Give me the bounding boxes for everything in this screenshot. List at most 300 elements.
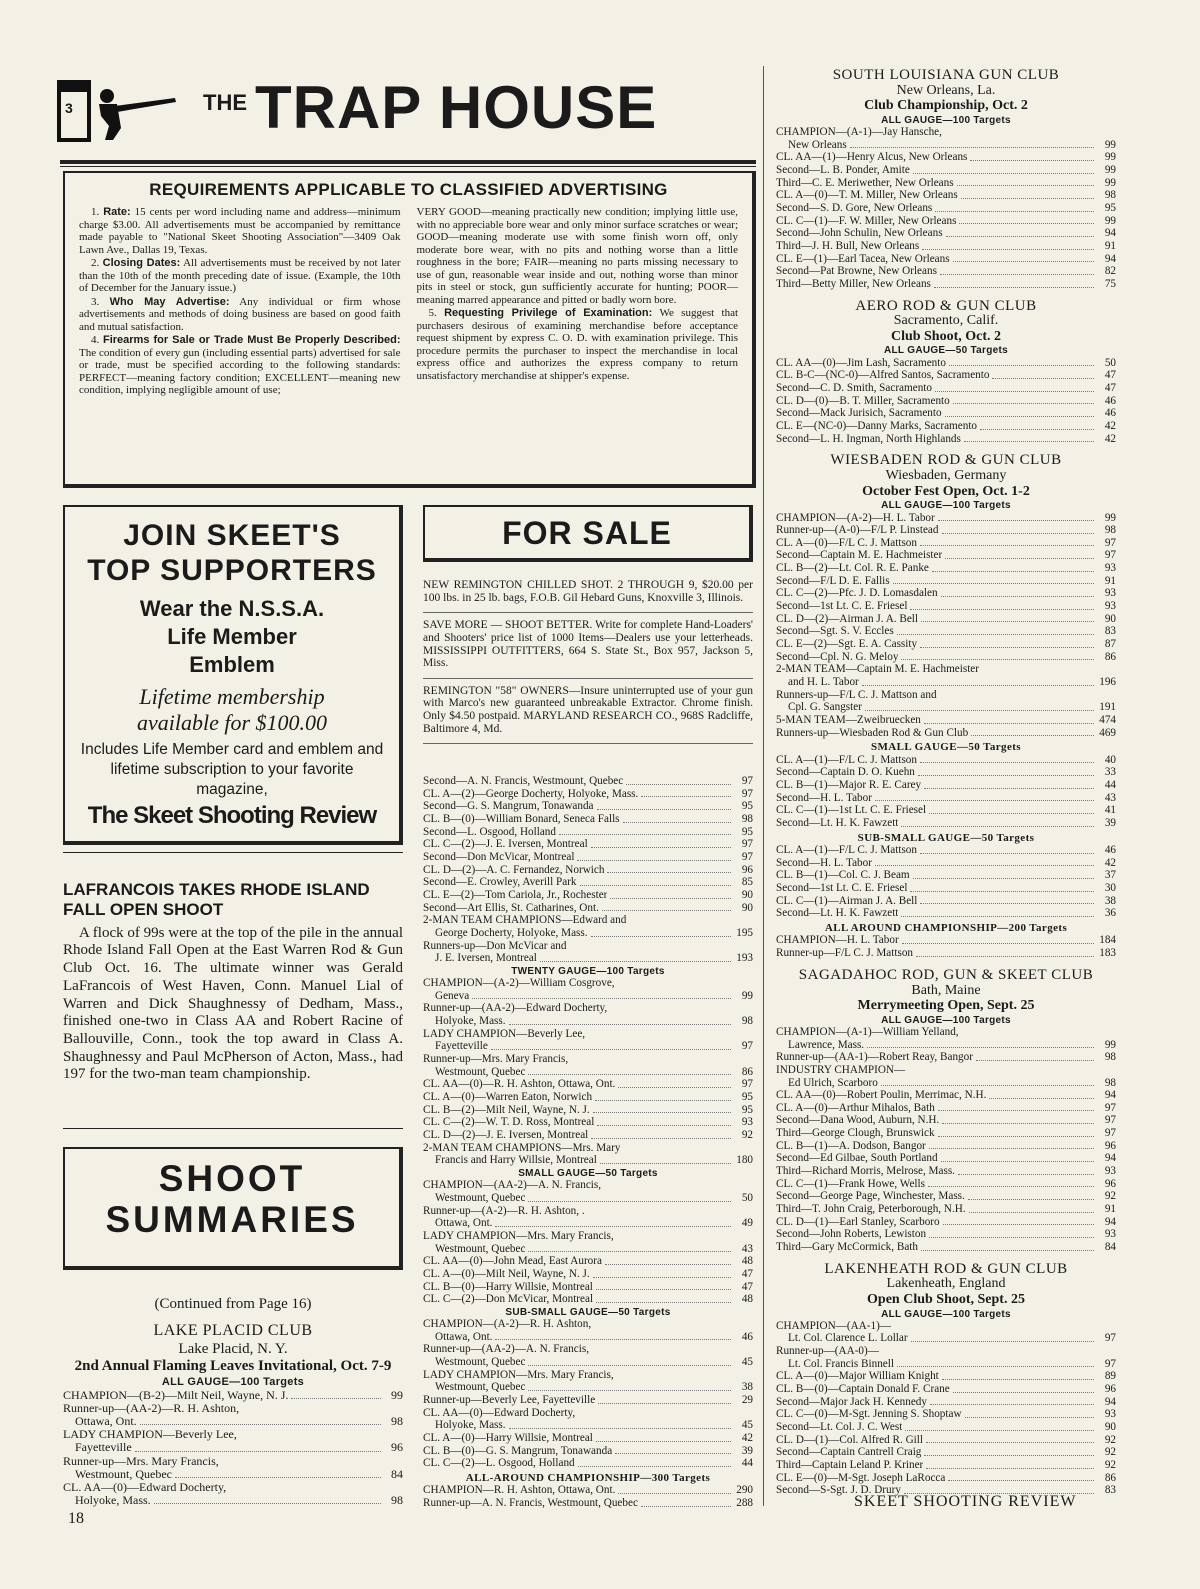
result-score: 33 xyxy=(1104,766,1116,779)
leader-dots xyxy=(610,898,731,899)
leader-dots xyxy=(971,735,1094,736)
result-row xyxy=(63,1428,403,1441)
result-score: 469 xyxy=(1099,726,1116,739)
result-row xyxy=(776,1383,1116,1396)
result-name: Second—S-Sgt. J. D. Drury xyxy=(776,1484,901,1497)
trap-house-shooter-icon xyxy=(55,76,185,146)
result-row xyxy=(423,1255,753,1268)
leader-dots xyxy=(593,1277,731,1278)
result-row xyxy=(423,1484,753,1497)
result-score: 29 xyxy=(741,1394,753,1407)
leader-dots xyxy=(945,416,1094,417)
leader-dots xyxy=(607,872,731,873)
result-name: CL. A—(0)—Harry Willsie, Montreal xyxy=(423,1432,593,1445)
join-box xyxy=(63,505,403,845)
result-name: CL. AA—(0)—Jim Lash, Sacramento xyxy=(776,356,946,369)
result-row xyxy=(776,934,1116,947)
result-score: 97 xyxy=(741,838,753,851)
result-name: Runner-up—F/L C. J. Mattson xyxy=(776,947,914,960)
leader-dots xyxy=(595,1100,731,1101)
result-score: 44 xyxy=(741,1457,753,1470)
leader-dots xyxy=(509,1428,731,1429)
result-name: Runner-up—(A-2)—R. H. Ashton, . xyxy=(423,1204,585,1217)
result-row xyxy=(423,1104,753,1117)
join-line2: TOP SUPPORTERS xyxy=(87,553,377,587)
leader-dots xyxy=(910,891,1094,892)
leader-dots xyxy=(942,1123,1094,1124)
result-row xyxy=(423,1343,753,1356)
result-name: 2-MAN TEAM CHAMPIONS—Mrs. Mary xyxy=(423,1141,621,1154)
result-score: 45 xyxy=(741,1356,753,1369)
leader-dots xyxy=(175,1477,381,1478)
leader-dots xyxy=(540,961,731,962)
result-score: 95 xyxy=(741,1091,753,1104)
result-row xyxy=(776,524,1116,537)
result-name: J. E. Iversen, Montreal xyxy=(435,952,537,965)
result-row xyxy=(423,889,753,902)
leader-dots xyxy=(938,520,1094,521)
result-row xyxy=(776,1228,1116,1241)
for-sale-ads xyxy=(423,573,753,744)
leader-dots xyxy=(897,634,1094,635)
leader-dots xyxy=(875,865,1094,866)
result-score: 99 xyxy=(1104,164,1116,177)
result-name: CL. A—(1)—F/L C. J. Mattson xyxy=(776,844,917,857)
result-score: 90 xyxy=(1104,1421,1116,1434)
result-name: Westmount, Quebec xyxy=(435,1242,526,1255)
leader-dots xyxy=(921,621,1094,622)
result-row xyxy=(776,869,1116,882)
result-score: 98 xyxy=(741,1015,753,1028)
result-score: 99 xyxy=(741,989,753,1002)
result-row xyxy=(776,907,1116,920)
result-score: 30 xyxy=(1104,882,1116,895)
result-name: CL. AA—(0)—R. H. Ashton, Ottawa, Ont. xyxy=(423,1078,616,1091)
result-name: Third—J. H. Bull, New Orleans xyxy=(776,240,920,253)
result-row xyxy=(776,139,1116,152)
result-row xyxy=(776,844,1116,857)
result-score: 42 xyxy=(1104,856,1116,869)
leader-dots xyxy=(850,147,1094,148)
result-name: Second—Lt. H. K. Fawzett xyxy=(776,817,899,830)
result-name: Second—S. D. Gore, New Orleans xyxy=(776,202,933,215)
result-score: 94 xyxy=(1104,227,1116,240)
result-name: 2-MAN TEAM CHAMPIONS—Edward and xyxy=(423,914,627,927)
leader-dots xyxy=(929,1237,1094,1238)
result-row xyxy=(776,676,1116,689)
result-row xyxy=(776,562,1116,575)
result-name: Second—L. Osgood, Holland xyxy=(423,825,556,838)
result-score: 99 xyxy=(1104,151,1116,164)
leader-dots xyxy=(959,223,1094,224)
leader-dots xyxy=(867,1047,1094,1048)
gauge-heading: SMALL GAUGE—50 Targets xyxy=(871,741,1021,754)
result-name: Second—Major Jack H. Kennedy xyxy=(776,1395,927,1408)
result-row xyxy=(776,727,1116,740)
result-score: 97 xyxy=(1104,549,1116,562)
classified-paragraph xyxy=(79,296,401,334)
leader-dots xyxy=(940,274,1094,275)
result-name: Second—Ed Gilbae, South Portland xyxy=(776,1152,938,1165)
leader-dots xyxy=(905,1430,1094,1431)
classified-paragraph xyxy=(417,206,739,306)
leader-dots xyxy=(961,198,1094,199)
result-score: 96 xyxy=(391,1441,403,1455)
leader-dots xyxy=(922,249,1094,250)
result-name: Runner-up—(A-0)—F/L P. Linstead xyxy=(776,524,939,537)
leader-dots xyxy=(926,1442,1094,1443)
result-row xyxy=(423,1205,753,1218)
result-name: CL. B—(2)—Lt. Col. R. E. Panke xyxy=(776,562,929,575)
result-row xyxy=(63,1468,403,1481)
result-score: 92 xyxy=(1104,1459,1116,1472)
result-name: Second—L. B. Ponder, Amite xyxy=(776,164,910,177)
result-row xyxy=(423,800,753,813)
result-score: 98 xyxy=(1104,1076,1116,1089)
result-score: 193 xyxy=(736,952,753,965)
result-row xyxy=(423,1331,753,1344)
result-name: CL. C—(1)—F. W. Miller, New Orleans xyxy=(776,214,957,227)
result-name: Runner-up—A. N. Francis, Westmount, Quebec xyxy=(423,1497,638,1510)
leader-dots xyxy=(928,1186,1094,1187)
leader-dots xyxy=(618,1087,731,1088)
result-name: Westmount, Quebec xyxy=(435,1191,526,1204)
result-score: 97 xyxy=(741,787,753,800)
para-label: Firearms for Sale or Trade Must Be Properly Described: xyxy=(102,334,401,347)
leader-dots xyxy=(862,685,1094,686)
result-name: Third—Gary McCormick, Bath xyxy=(776,1241,918,1254)
result-name: CL. B—(0)—Captain Donald F. Crane xyxy=(776,1383,950,1396)
result-name: Cpl. G. Sangster xyxy=(788,701,862,714)
leader-dots xyxy=(577,860,731,861)
leader-dots xyxy=(924,788,1094,789)
result-score: 90 xyxy=(1104,612,1116,625)
result-score: 41 xyxy=(1104,804,1116,817)
result-name: CL. C—(1)—1st Lt. C. E. Friesel xyxy=(776,804,927,817)
leader-dots xyxy=(605,1264,731,1265)
result-score: 97 xyxy=(741,1040,753,1053)
result-name: Lt. Col. Francis Binnell xyxy=(788,1357,894,1370)
result-row xyxy=(776,600,1116,613)
result-score: 93 xyxy=(1104,562,1116,575)
result-name: CL. E—(2)—Tom Cariola, Jr., Rochester xyxy=(423,888,608,901)
leader-dots xyxy=(943,1224,1094,1225)
result-row xyxy=(423,1445,753,1458)
result-score: 93 xyxy=(741,1116,753,1129)
lake-event: 2nd Annual Flaming Leaves Invitational, Oct. 7-9 xyxy=(74,1358,392,1375)
gauge-heading: SMALL GAUGE—50 Targets xyxy=(518,1167,658,1179)
result-row xyxy=(776,1370,1116,1383)
result-score: 290 xyxy=(736,1484,753,1497)
result-score: 99 xyxy=(1104,214,1116,227)
footer-magazine: SKEET SHOOTING REVIEW xyxy=(854,1493,1077,1510)
result-score: 90 xyxy=(741,888,753,901)
result-score: 46 xyxy=(1104,407,1116,420)
leader-dots xyxy=(528,1390,731,1391)
result-name: Runner-up—Mrs. Mary Francis, xyxy=(423,1053,569,1066)
leader-dots xyxy=(596,1302,731,1303)
page-number: 18 xyxy=(68,1510,84,1527)
result-score: 95 xyxy=(741,1103,753,1116)
result-row xyxy=(423,927,753,940)
para-text: The condition of every gun (including essential parts) advertised for sale or trade, must be specified according to the following standards: PERFECT—meaning factory condition; EXCELLENT—meaning new condition, implying negligible amount of use; xyxy=(79,346,401,397)
result-name: CHAMPION—(B-2)—Milt Neil, Wayne, N. J. xyxy=(63,1388,289,1402)
results-column-3 xyxy=(776,60,1116,1497)
result-score: 94 xyxy=(1104,1215,1116,1228)
result-name: Second—George Page, Winchester, Mass. xyxy=(776,1190,965,1203)
classified-ad: SAVE MORE — SHOOT BETTER. Write for complete Hand-Loaders' and Shooters' price list of 1000 Items—Dealers use your letterheads. MISSISSIPPI OUTFITTERS, 664 S. State St., Box 957, Jackson 5, Miss. xyxy=(423,613,753,679)
lafrancois-body: A flock of 99s were at the top of the pile in the annual Rhode Island Fall Open at the East Warren Rod & Gun Club Oct. 16. The ultimate winner was Gerald LaFrancois of West Haven, Conn. Manuel Lial of Warren and Dick Shaughnessy of Dedham, Mass., finished one-two in Class AA and Robert Racine of Ballouville, Conn., took the top award in Class A. Shaughnessy and Paul McPherson of Acton, Mass., had 197 for the two-man team championship. xyxy=(63,924,403,1083)
leader-dots xyxy=(897,1366,1094,1367)
club-heading: WIESBADEN ROD & GUN CLUB xyxy=(830,452,1062,469)
result-row xyxy=(423,902,753,915)
result-row xyxy=(776,804,1116,817)
result-row xyxy=(776,754,1116,767)
result-name: Third—Betty Miller, New Orleans xyxy=(776,278,931,290)
leader-dots xyxy=(641,1506,731,1507)
result-score: 87 xyxy=(1104,638,1116,651)
result-name: LADY CHAMPION—Mrs. Mary Francis, xyxy=(423,1229,614,1242)
result-score: 82 xyxy=(1104,265,1116,278)
leader-dots xyxy=(600,1163,731,1164)
club-heading: AERO ROD & GUN CLUB xyxy=(855,297,1037,314)
result-name: 2-MAN TEAM—Captain M. E. Hachmeister xyxy=(776,663,979,676)
result-name: CL. B—(0)—Harry Willsie, Montreal xyxy=(423,1280,593,1293)
result-name: Second—Pat Browne, New Orleans xyxy=(776,265,937,278)
result-row xyxy=(776,1358,1116,1371)
result-score: 36 xyxy=(1104,907,1116,920)
result-score: 99 xyxy=(391,1388,403,1402)
result-score: 99 xyxy=(1104,1038,1116,1051)
result-name: Second—John Schulin, New Orleans xyxy=(776,227,943,240)
gauge-heading: ALL GAUGE—100 Targets xyxy=(881,1308,1011,1320)
masthead-title: TRAP HOUSE xyxy=(255,74,658,141)
leader-dots xyxy=(953,403,1094,404)
result-score: 180 xyxy=(736,1154,753,1167)
result-row xyxy=(776,549,1116,562)
classified-ad: NEW REMINGTON CHILLED SHOT. 2 THROUGH 9, $20.00 per 100 lbs. in 25 lb. bags, F.O.B. Gil Hebard Guns, Knoxville 3, Illinois. xyxy=(423,573,753,613)
result-name: Second—Lt. H. K. Fawzett xyxy=(776,907,899,920)
result-row xyxy=(776,766,1116,779)
result-score: 92 xyxy=(1104,1446,1116,1459)
leader-dots xyxy=(623,822,731,823)
result-name: CL. AA—(1)—Henry Alcus, New Orleans xyxy=(776,151,968,164)
result-name: Second—Don McVicar, Montreal xyxy=(423,850,575,863)
club-location: New Orleans, La. xyxy=(896,82,996,98)
result-name: CL. C—(2)—Pfc. J. D. Lomasdalen xyxy=(776,587,938,600)
gauge-heading: ALL GAUGE—100 Targets xyxy=(881,1014,1011,1026)
result-name: CL. C—(2)—Don McVicar, Montreal xyxy=(423,1293,594,1306)
leader-dots xyxy=(926,1468,1094,1469)
leader-dots xyxy=(913,173,1094,174)
result-name: Runners-up—F/L C. J. Mattson and xyxy=(776,688,937,701)
result-row xyxy=(776,1114,1116,1127)
para-text: Any individual or firm whose advertisements and methods of doing business are based on good faith and mutual satisfaction. xyxy=(79,295,401,333)
para-number: 4. xyxy=(91,334,100,347)
leader-dots xyxy=(942,533,1095,534)
join-line1: JOIN SKEET'S xyxy=(123,519,341,552)
leader-dots xyxy=(591,936,731,937)
para-number: 5. xyxy=(428,307,437,320)
leader-dots xyxy=(901,659,1094,660)
result-row xyxy=(423,1066,753,1079)
para-number: 1. xyxy=(91,206,100,218)
result-score: 98 xyxy=(391,1415,403,1428)
leader-dots xyxy=(618,1493,731,1494)
result-score: 92 xyxy=(741,1129,753,1142)
result-name: CL. A—(1)—F/L C. J. Mattson xyxy=(776,753,917,766)
result-name: Second—Captain M. E. Hachmeister xyxy=(776,549,943,562)
result-name: CL. AA—(0)—John Mead, East Aurora xyxy=(423,1255,602,1268)
result-name: Runner-up—(AA-0)— xyxy=(776,1345,879,1358)
result-name: Runner-up—(AA-2)—R. H. Ashton, xyxy=(63,1401,240,1415)
result-row xyxy=(776,638,1116,651)
leader-dots xyxy=(935,391,1094,392)
classified-right-column xyxy=(417,206,739,398)
result-name: CL. AA—(0)—Edward Docherty, xyxy=(63,1480,227,1494)
gauge-heading: ALL GAUGE—50 Targets xyxy=(884,345,1008,357)
result-row xyxy=(423,1217,753,1230)
result-row xyxy=(423,813,753,826)
result-row xyxy=(776,357,1116,370)
leader-dots xyxy=(902,943,1094,944)
result-row xyxy=(776,857,1116,870)
leader-dots xyxy=(924,1455,1094,1456)
leader-dots xyxy=(920,903,1094,904)
result-score: 39 xyxy=(741,1444,753,1457)
result-score: 96 xyxy=(1104,1383,1116,1396)
result-row xyxy=(776,817,1116,830)
result-name: CL. A—(2)—George Docherty, Holyoke, Mass. xyxy=(423,787,639,800)
result-row xyxy=(776,714,1116,727)
result-name: Second—John Roberts, Lewiston xyxy=(776,1228,927,1241)
result-score: 97 xyxy=(1104,1127,1116,1140)
leader-dots xyxy=(893,583,1094,584)
for-sale-heading: FOR SALE xyxy=(502,515,672,551)
lake-club: LAKE PLACID CLUB xyxy=(153,1322,313,1339)
leader-dots xyxy=(901,916,1094,917)
leader-dots xyxy=(953,261,1094,262)
result-row xyxy=(776,1472,1116,1485)
result-row xyxy=(776,512,1116,525)
result-name: CL. C—(1)—Airman J. A. Bell xyxy=(776,894,918,907)
shoot-line2: SUMMARIES xyxy=(105,1198,359,1240)
leader-dots xyxy=(578,1466,731,1467)
result-score: 93 xyxy=(1104,1408,1116,1421)
leader-dots xyxy=(596,1441,731,1442)
leader-dots xyxy=(602,910,731,911)
leader-dots xyxy=(958,1174,1094,1175)
result-score: 183 xyxy=(1099,947,1116,960)
result-row xyxy=(423,1356,753,1369)
result-row xyxy=(63,1402,403,1415)
leader-dots xyxy=(929,1148,1094,1149)
leader-dots xyxy=(934,287,1094,288)
result-name: Ottawa, Ont. xyxy=(435,1330,493,1343)
result-score: 50 xyxy=(1104,356,1116,369)
leader-dots xyxy=(881,1085,1094,1086)
result-score: 95 xyxy=(741,800,753,813)
shoot-line1: SHOOT xyxy=(158,1158,306,1199)
result-row xyxy=(776,1459,1116,1472)
result-score: 90 xyxy=(741,901,753,914)
leader-dots xyxy=(528,1251,731,1252)
classified-ad: REMINGTON "58" OWNERS—Insure uninterrupted use of your gun with Marco's new guaranteed unbreakable Extractor. Chrome finish. Only $4.50 postpaid. MARYLAND RESEARCH CO., 968S Radcliffe, Baltimore 4, Md. xyxy=(423,679,753,745)
result-name: Second—H. L. Tabor xyxy=(776,791,872,804)
join-line6: Lifetime membership xyxy=(139,684,325,709)
result-name: and H. L. Tabor xyxy=(788,676,859,689)
result-row xyxy=(423,1179,753,1192)
lafrancois-heading: LAFRANCOIS TAKES RHODE ISLAND FALL OPEN SHOOT xyxy=(63,880,370,920)
result-row xyxy=(776,1051,1116,1064)
result-score: 97 xyxy=(741,1078,753,1091)
result-score: 47 xyxy=(741,1280,753,1293)
result-score: 98 xyxy=(741,812,753,825)
leader-dots xyxy=(945,558,1094,559)
result-score: 86 xyxy=(741,1065,753,1078)
para-label: Requesting Privilege of Examination: xyxy=(444,307,653,320)
leader-dots xyxy=(901,826,1094,827)
result-name: CL. E—(0)—M-Sgt. Joseph LaRocca xyxy=(776,1471,946,1484)
result-name: Westmount, Quebec xyxy=(435,1381,526,1394)
leader-dots xyxy=(992,378,1094,379)
result-name: CL. C—(2)—W. T. D. Ross, Montreal xyxy=(423,1116,595,1129)
result-name: Runners-up—Wiesbaden Rod & Gun Club xyxy=(776,726,969,739)
result-name: CL. D—(2)—A. C. Fernandez, Norwich xyxy=(423,863,605,876)
result-row xyxy=(423,1078,753,1091)
join-magazine: The Skeet Shooting Review xyxy=(87,802,377,830)
result-row xyxy=(423,1419,753,1432)
leader-dots xyxy=(596,1289,731,1290)
result-row xyxy=(423,1154,753,1167)
result-score: 47 xyxy=(1104,382,1116,395)
result-score: 91 xyxy=(1104,574,1116,587)
leader-dots xyxy=(921,1250,1094,1251)
leader-dots xyxy=(641,796,731,797)
club-location: Lakenheath, England xyxy=(886,1276,1006,1292)
result-row xyxy=(776,663,1116,676)
result-score: 98 xyxy=(391,1494,403,1508)
result-score: 89 xyxy=(1104,1370,1116,1383)
result-row xyxy=(776,177,1116,190)
leader-dots xyxy=(920,545,1094,546)
result-score: 43 xyxy=(741,1242,753,1255)
result-score: 93 xyxy=(1104,587,1116,600)
result-score: 97 xyxy=(741,775,753,787)
result-row xyxy=(776,1396,1116,1409)
leader-dots xyxy=(941,1161,1094,1162)
result-row xyxy=(423,1028,753,1041)
classified-paragraph xyxy=(79,334,401,397)
classified-left-column xyxy=(79,206,401,398)
result-name: Second—1st Lt. C. E. Friesel xyxy=(776,882,908,895)
result-row xyxy=(776,1190,1116,1203)
leader-dots xyxy=(970,160,1094,161)
result-row xyxy=(423,876,753,889)
result-score: 46 xyxy=(741,1330,753,1343)
result-row xyxy=(63,1455,403,1468)
result-name: CL. A—(0)—F/L C. J. Mattson xyxy=(776,536,917,549)
event-title: October Fest Open, Oct. 1-2 xyxy=(862,483,1030,499)
leader-dots xyxy=(929,813,1094,814)
result-row xyxy=(423,914,753,927)
result-row xyxy=(423,1381,753,1394)
result-score: 196 xyxy=(1099,676,1116,689)
result-score: 92 xyxy=(1104,1433,1116,1446)
result-row xyxy=(423,775,753,788)
result-score: 191 xyxy=(1099,701,1116,714)
join-line7: available for $100.00 xyxy=(136,710,328,735)
